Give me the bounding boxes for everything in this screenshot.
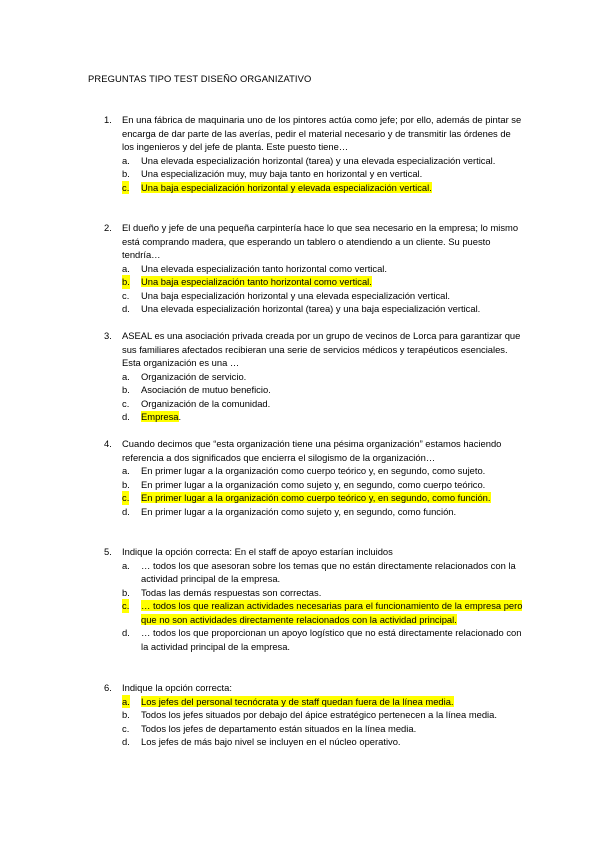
question-number: 5. bbox=[104, 546, 112, 557]
option-b: b. Una especialización muy, muy baja tanto en horizontal y en vertical. bbox=[122, 168, 423, 179]
question-number: 4. bbox=[104, 438, 112, 449]
question-2 bbox=[104, 221, 524, 316]
option-c-correct: c. Una baja especialización horizontal y elevada especialización vertical. bbox=[122, 181, 432, 193]
question-text: Indique la opción correcta: En el staff de apoyo estarían incluidos bbox=[122, 546, 393, 557]
options-list bbox=[122, 695, 524, 749]
options-list bbox=[122, 262, 524, 316]
question-text: En una fábrica de maquinaria uno de los pintores actúa como jefe; por ello, además de pintar se encarga de dar parte de las averías, pedir el material necesario y de transmitir las órdenes de los ingenieros y del jefe de planta. Este puesto tiene… bbox=[122, 114, 522, 152]
question-text: Cuando decimos que “esta organización tiene una pésima organización” estamos haciendo referencia a dos significados que encierra el silogismo de la organización… bbox=[122, 438, 502, 463]
option-a: a. En primer lugar a la organización como cuerpo teórico y, en segundo, como sujeto. bbox=[122, 465, 486, 476]
highlight-mark: Los jefes del personal tecnócrata y de staff quedan fuera de la línea media. bbox=[141, 695, 454, 707]
question-4 bbox=[104, 437, 524, 518]
highlight-mark: Empresa bbox=[141, 411, 179, 422]
question-number: 6. bbox=[104, 682, 112, 693]
highlight-mark: Una baja especialización tanto horizontal como vertical. bbox=[141, 276, 372, 287]
options-list bbox=[122, 559, 524, 654]
option-c: c. Una baja especialización horizontal y una elevada especialización vertical. bbox=[122, 289, 451, 301]
option-b: b. Asociación de mutuo beneficio. bbox=[122, 384, 271, 395]
question-number: 3. bbox=[104, 330, 112, 341]
option-a: a. … todos los que asesoran sobre los temas que no están directamente relacionados con la actividad principal de la empresa. bbox=[122, 559, 516, 584]
option-c: c. Todos los jefes de departamento están situados en la línea media. bbox=[122, 722, 417, 734]
option-a: a. Organización de servicio. bbox=[122, 370, 247, 382]
option-c-correct: c. … todos los que realizan actividades necesarias para el funcionamiento de la empresa pero que no son actividades directamente relacionados con la actividad principal. bbox=[122, 600, 523, 625]
option-d-correct: d. Empresa. bbox=[122, 411, 182, 422]
option-b: b. En primer lugar a la organización como sujeto y, en segundo, como cuerpo teórico. bbox=[122, 478, 486, 490]
option-c: c. Organización de la comunidad. bbox=[122, 397, 271, 409]
question-1 bbox=[104, 113, 524, 194]
question-text: ASEAL es una asociación privada creada por un grupo de vecinos de Lorca para garantizar que sus familiares afectados recibieran una serie de servicios médicos y terapéuticos esenciales. Esta organización es una … bbox=[122, 330, 521, 368]
highlight-mark: … todos los que realizan actividades necesarias para el funcionamiento de la empresa pero que no son actividades directamente relacionados con la actividad principal. bbox=[141, 600, 523, 625]
question-number: 1. bbox=[104, 114, 112, 125]
document-title: PREGUNTAS TIPO TEST DISEÑO ORGANIZATIVO bbox=[88, 73, 312, 84]
question-text: Indique la opción correcta: bbox=[122, 682, 232, 693]
question-3 bbox=[104, 329, 524, 424]
option-b: b. Todas las demás respuestas son correctas. bbox=[122, 586, 322, 598]
question-text: El dueño y jefe de una pequeña carpintería hace lo que sea necesario en la empresa; lo mismo está comprando madera, que esperando un tablero o atendiendo a un cliente. Su puesto tendría… bbox=[122, 222, 519, 260]
option-b-correct: b. Una baja especialización tanto horizontal como vertical. bbox=[122, 276, 372, 287]
option-d: d. … todos los que proporcionan un apoyo logístico que no está directamente relacionado con la actividad principal de la empresa. bbox=[122, 627, 522, 652]
option-a: a. Una elevada especialización horizontal (tarea) y una elevada especialización vertical. bbox=[122, 154, 496, 166]
options-list bbox=[122, 464, 524, 518]
option-a: a. Una elevada especialización tanto horizontal como vertical. bbox=[122, 262, 387, 274]
question-5 bbox=[104, 545, 524, 653]
option-d: d. Los jefes de más bajo nivel se incluyen en el núcleo operativo. bbox=[122, 736, 401, 747]
highlight-mark: En primer lugar a la organización como cuerpo teórico y, en segundo, como función. bbox=[141, 492, 491, 503]
option-d: d. En primer lugar a la organización como sujeto y, en segundo, como función. bbox=[122, 505, 457, 517]
options-list bbox=[122, 370, 524, 424]
highlight-mark: Una baja especialización horizontal y elevada especialización vertical. bbox=[141, 181, 432, 193]
option-d: d. Una elevada especialización horizontal (tarea) y una baja especialización vertical. bbox=[122, 303, 481, 314]
option-c-correct: c. En primer lugar a la organización como cuerpo teórico y, en segundo, como función. bbox=[122, 492, 491, 503]
options-list bbox=[122, 154, 524, 195]
option-a-correct: a. Los jefes del personal tecnócrata y de staff quedan fuera de la línea media. bbox=[122, 695, 454, 707]
option-b: b. Todos los jefes situados por debajo del ápice estratégico pertenecen a la línea media. bbox=[122, 709, 497, 720]
question-number: 2. bbox=[104, 222, 112, 233]
question-6 bbox=[104, 681, 524, 749]
